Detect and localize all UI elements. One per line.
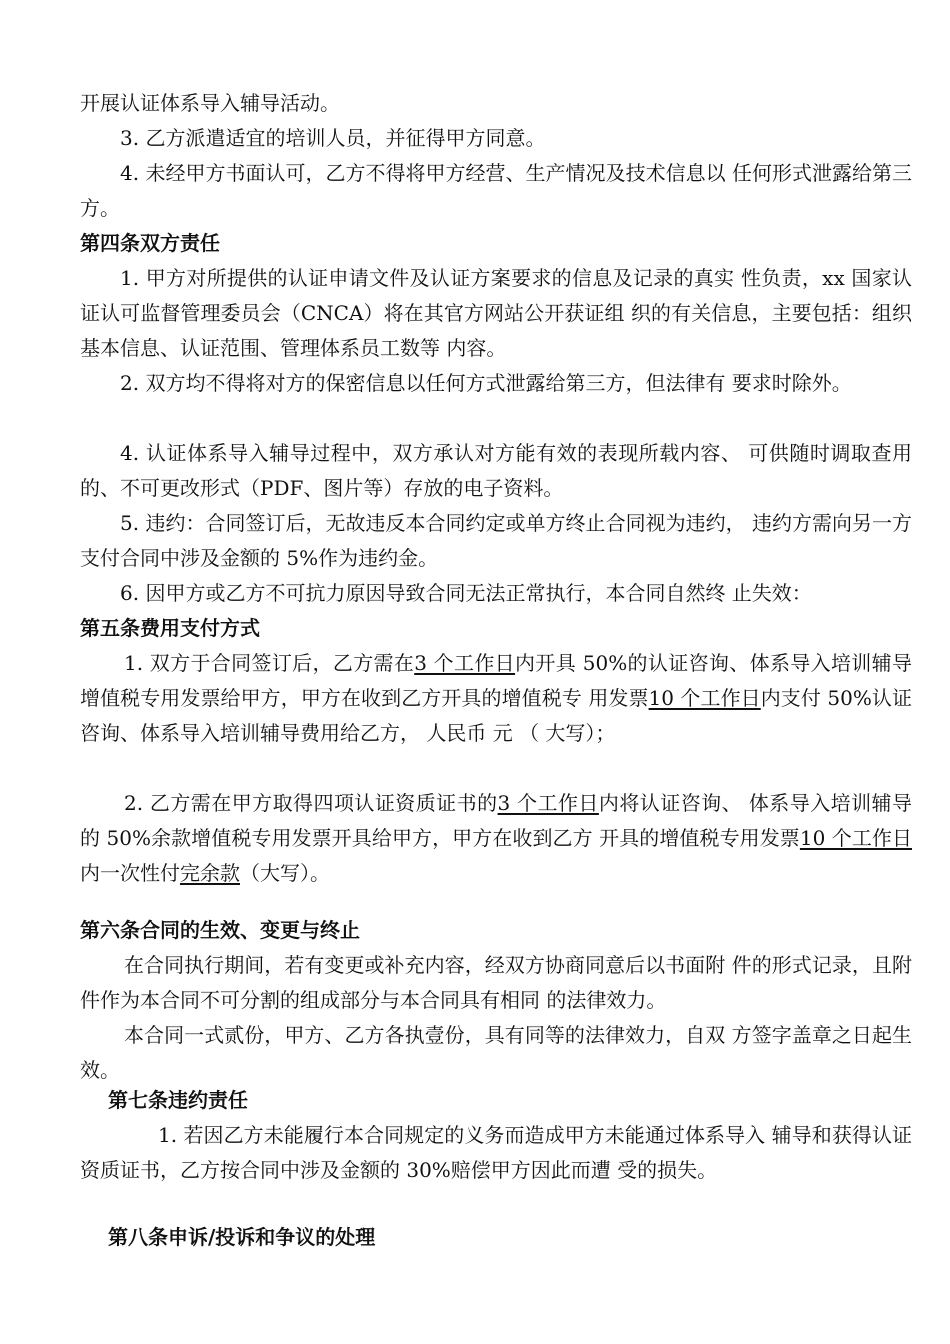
clause-5-1-text-a: 1. 双方于合同签订后，乙方需在 [124, 651, 415, 675]
clause-5-2-text-d: （大写）。 [240, 861, 330, 885]
clause-5-1-deadline-2: 10 个工作日 [648, 686, 761, 710]
article-4-heading: 第四条双方责任 [80, 231, 220, 255]
article-5-heading: 第五条费用支付方式 [80, 616, 260, 640]
paragraph-continuation: 开展认证体系导入辅导活动。 [80, 91, 340, 115]
clause-4-2: 2. 双方均不得将对方的保密信息以任何方式泄露给第三方，但法律有 要求时除外。 [120, 371, 852, 395]
clause-5-1-text-c: 内支付 50%认证咨询、体系导入培训辅导费用给乙方， 人民币 元 （ 大写）； [80, 686, 912, 745]
clause-5-2-text-c: 内一次性付 [80, 861, 180, 885]
clause-6-1: 在合同执行期间，若有变更或补充内容，经双方协商同意后以书面附 件的形式记录，且附件作为本合同不可分割的组成部分与本合同具有相同 的法律效力。 [80, 953, 912, 1012]
clause-6-2: 本合同一式贰份，甲方、乙方各执壹份，具有同等的法律效力，自双 方签字盖章之日起生效。 [80, 1023, 912, 1082]
article-7-heading: 第七条违约责任 [108, 1088, 248, 1112]
clause-4-1: 1. 甲方对所提供的认证申请文件及认证方案要求的信息及记录的真实 性负责，xx 国家认证认可监督管理委员会（CNCA）将在其官方网站公开获证组 织的有关信息，主要包括：组织基本信息、认证范围、管理体系员工数等 内容。 [80, 266, 912, 360]
clause-5-2 [80, 786, 912, 891]
clause-4-6: 6. 因甲方或乙方不可抗力原因导致合同无法正常执行，本合同自然终 止失效： [120, 581, 812, 605]
clause-5-1 [80, 646, 912, 751]
clause-5-1-deadline-1: 3 个工作日 [414, 651, 516, 675]
clause-3-3: 3. 乙方派遣适宜的培训人员，并征得甲方同意。 [120, 126, 546, 150]
clause-5-2-text-a: 2. 乙方需在甲方取得四项认证资质证书的 [124, 791, 498, 815]
clause-5-2-deadline-2: 10 个工作日 [799, 826, 912, 850]
article-6-heading: 第六条合同的生效、变更与终止 [80, 918, 360, 942]
article-8-heading: 第八条申诉/投诉和争议的处理 [108, 1225, 376, 1249]
clause-5-2-deadline-1: 3 个工作日 [497, 791, 599, 815]
clause-5-2-text-b: 内将认证咨询、 体系导入培训辅导的 50%余款增值税专用发票开具给甲方，甲方在收到乙方 开具的增值税专用发票 [80, 791, 912, 850]
clause-5-2-balance: 完余款 [180, 861, 240, 885]
clause-4-5: 5. 违约：合同签订后，无故违反本合同约定或单方终止合同视为违约， 违约方需向另一方支付合同中涉及金额的 5%作为违约金。 [80, 511, 912, 570]
clause-3-4: 4. 未经甲方书面认可，乙方不得将甲方经营、生产情况及技术信息以 任何形式泄露给第三方。 [80, 161, 912, 220]
clause-7-1: 1. 若因乙方未能履行本合同规定的义务而造成甲方未能通过体系导入 辅导和获得认证资质证书，乙方按合同中涉及金额的 30%赔偿甲方因此而遭 受的损失。 [80, 1123, 912, 1182]
clause-4-4: 4. 认证体系导入辅导过程中，双方承认对方能有效的表现所载内容、 可供随时调取查用的、不可更改形式（PDF、图片等）存放的电子资料。 [80, 441, 912, 500]
clause-5-1-text-b: 内开具 50%的认证咨询、体系导入培训辅导增值税专用发票给甲方，甲方在收到乙方开具的增值税专 用发票 [80, 651, 912, 710]
